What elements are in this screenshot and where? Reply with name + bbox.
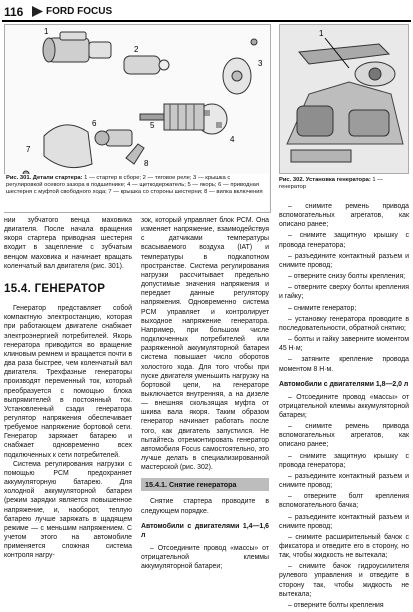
list-item: – Отсоедините провод «массы» от отрицательной клеммы аккумуляторной батареи; — [279, 393, 409, 419]
callout-1: 1 — [44, 27, 49, 36]
header-rule — [2, 20, 411, 22]
callout-2: 2 — [134, 45, 139, 54]
page-number: 116 — [4, 5, 24, 19]
list-item: – снимите генератор; — [288, 304, 357, 312]
figure-302-caption — [279, 177, 409, 191]
callout-8: 8 — [144, 159, 149, 168]
callout-3: 3 — [258, 59, 263, 68]
subheading-engines-1-4-1-6: Автомобили с двигателями 1,4—1,6 л — [141, 522, 269, 539]
list-item: – снимите бачок гидроусилителя рулевого управления и отведите в сторону так, чтобы жидкость не вытекала; — [279, 563, 409, 598]
section-title-generator: 15.4. ГЕНЕРАТОР — [4, 282, 106, 295]
text-column-2 — [141, 216, 269, 573]
paragraph-procedure-intro: Снятие стартера проводите в следующем порядке. — [141, 498, 269, 515]
list-item: – установку генератора проводите в последовательности, обратной снятию; — [279, 315, 409, 332]
list-item: – отверните болты крепления — [288, 601, 384, 609]
figure-301-caption — [4, 174, 269, 212]
callout-5: 5 — [150, 121, 155, 130]
figure-302-caption-title: Рис. 302. Установка генератора: — [279, 177, 371, 183]
paragraph-generator-2: Система регулирования нагрузки с помощью PCM предохраняет аккумуляторную батарею. Для холодной аккумуляторной батареи (режим зарядки является повышенное напряжение, и, наоборот, теплую батарею лучше заряжать в щадящем режиме — с меньшим напряжением. С учетом этого на автомобиле применяется сложная система контроля нагру- — [4, 460, 132, 560]
list-item: – снимите ремень привода вспомогательных агрегатов, как описано ранее; — [279, 203, 409, 229]
callout-4: 4 — [230, 135, 235, 144]
list-item: – отверните болт крепления вспомогательного бачка; — [279, 493, 409, 510]
text-column-1 — [4, 216, 132, 560]
figure-301-caption-text: 1 — стартер в сборе; 2 — тяговое реле; 3 — крышка с регулировкой осевого зазора в подшипнике; 4 — щеткодержатель; 5 — якорь; 6 — приводная шестерня с муфтой свободного хода; 7 — крышка со стороны шестерни; 8 — вилка включения — [6, 175, 263, 195]
paragraph-load-control: зок, который управляет блок PCM. Она изменяет напряжение, взаимодействуя с датчиками температуры всасываемого воздуха (IAT) и температуры в подкапотном пространстве. Система регулирования нагрузки рассчитывает предельно допустимые значения напряжения и передает данные регулятору напряжения. Одновременно система PCM управляет и контролирует выходное напряжение генератора. Например, при большом числе подключенных потребителей или разряженной аккумуляторной батареи система повышает число оборотов холостого хода. Для того чтобы при пуске двигателя уменьшить нагрузку на бортовой цепи, на генераторе выключается внутренняя, а на дизеле — внешняя скользящая муфта от шкива вала якоря. Таким образом генератор начинает работать после того, как двигатель запустился. Не пытайтесь отремонтировать генератор автомобиля Focus самостоятельно, это лучше делать в специализированной мастерской (рис. 302). — [141, 217, 269, 472]
callout-302-1: 1 — [319, 29, 324, 38]
list-item: – Отсоедините провод «массы» от отрицательной клеммы аккумуляторной батареи; — [141, 544, 269, 570]
list-item: – болты и гайку заверните моментом 45 Н·м; — [279, 336, 409, 353]
paragraph-generator-1: Генератор представляет собой компактную электростанцию, которая при работающем двигателе снабжает электроэнергией потребителей. Якорь генератора приводится во вращение клиновым ремнем и вращается почти в два раза быстрее, чем коленчатый вал двигателя. Трехфазные генераторы производят переменный ток, который преобразуется с помощью блока выпрямителей в постоянный ток. Установленный сзади генератора регулятор напряжения обеспечивает требуемое напряжение бортовой сети. Генератор заряжает батарею и снабжает одновременно всех подключенных к сети потребителей. — [4, 305, 132, 459]
subheading-engines-1-8-2-0: Автомобили с двигателями 1,8—2,0 л — [279, 380, 409, 388]
figure-302-illustration — [279, 24, 409, 174]
car-model-title: FORD FOCUS — [46, 6, 113, 17]
paragraph-starter-end: нии зубчатого венца маховика двигателя. После начала вращения якоря стартера приводная шестерня входит в зацепление с зубчатым венцом маховика и начинает вращать коленчатый вал двигателя (рис. 301). — [4, 217, 132, 270]
list-item: – отверните снизу болты крепления; — [288, 273, 406, 281]
list-item: – снимите расширительный бачок с фиксатора и отведите его в сторону, но так, чтобы жидкость не вытекала; — [279, 533, 409, 560]
list-item: – разъедините контактный разъем и снимите провод; — [279, 513, 409, 530]
figure-301-caption-title: Рис. 301. Детали стартера: — [6, 175, 83, 181]
list-item: – снимите защитную крышку с провода генератора; — [279, 452, 409, 469]
list-item: – снимите защитную крышку с провода генератора; — [279, 232, 409, 249]
page-header — [2, 4, 411, 20]
list-item: – разъедините контактный разъем и снимите провод; — [279, 472, 409, 490]
figure-302 — [279, 24, 409, 200]
text-column-3 — [279, 202, 409, 612]
list-item: – разъедините контактный разъем и снимите провод; — [279, 252, 409, 269]
list-item: – затяните крепление провода моментом 8 Н·м. — [279, 356, 409, 373]
list-item: – снимите ремень привода вспомогательных агрегатов, как описано ранее; — [279, 423, 409, 449]
list-item: – отверните сверху болты крепления и гайку; — [279, 284, 409, 301]
figure-302-caption-text: 1 — генератор — [279, 177, 384, 190]
callout-6: 6 — [92, 119, 97, 128]
callout-7: 7 — [26, 145, 31, 154]
section-title-generator-removal: 15.4.1. Снятие генератора — [141, 478, 269, 491]
triangle-marker-icon — [32, 6, 43, 17]
figure-301 — [4, 24, 271, 213]
